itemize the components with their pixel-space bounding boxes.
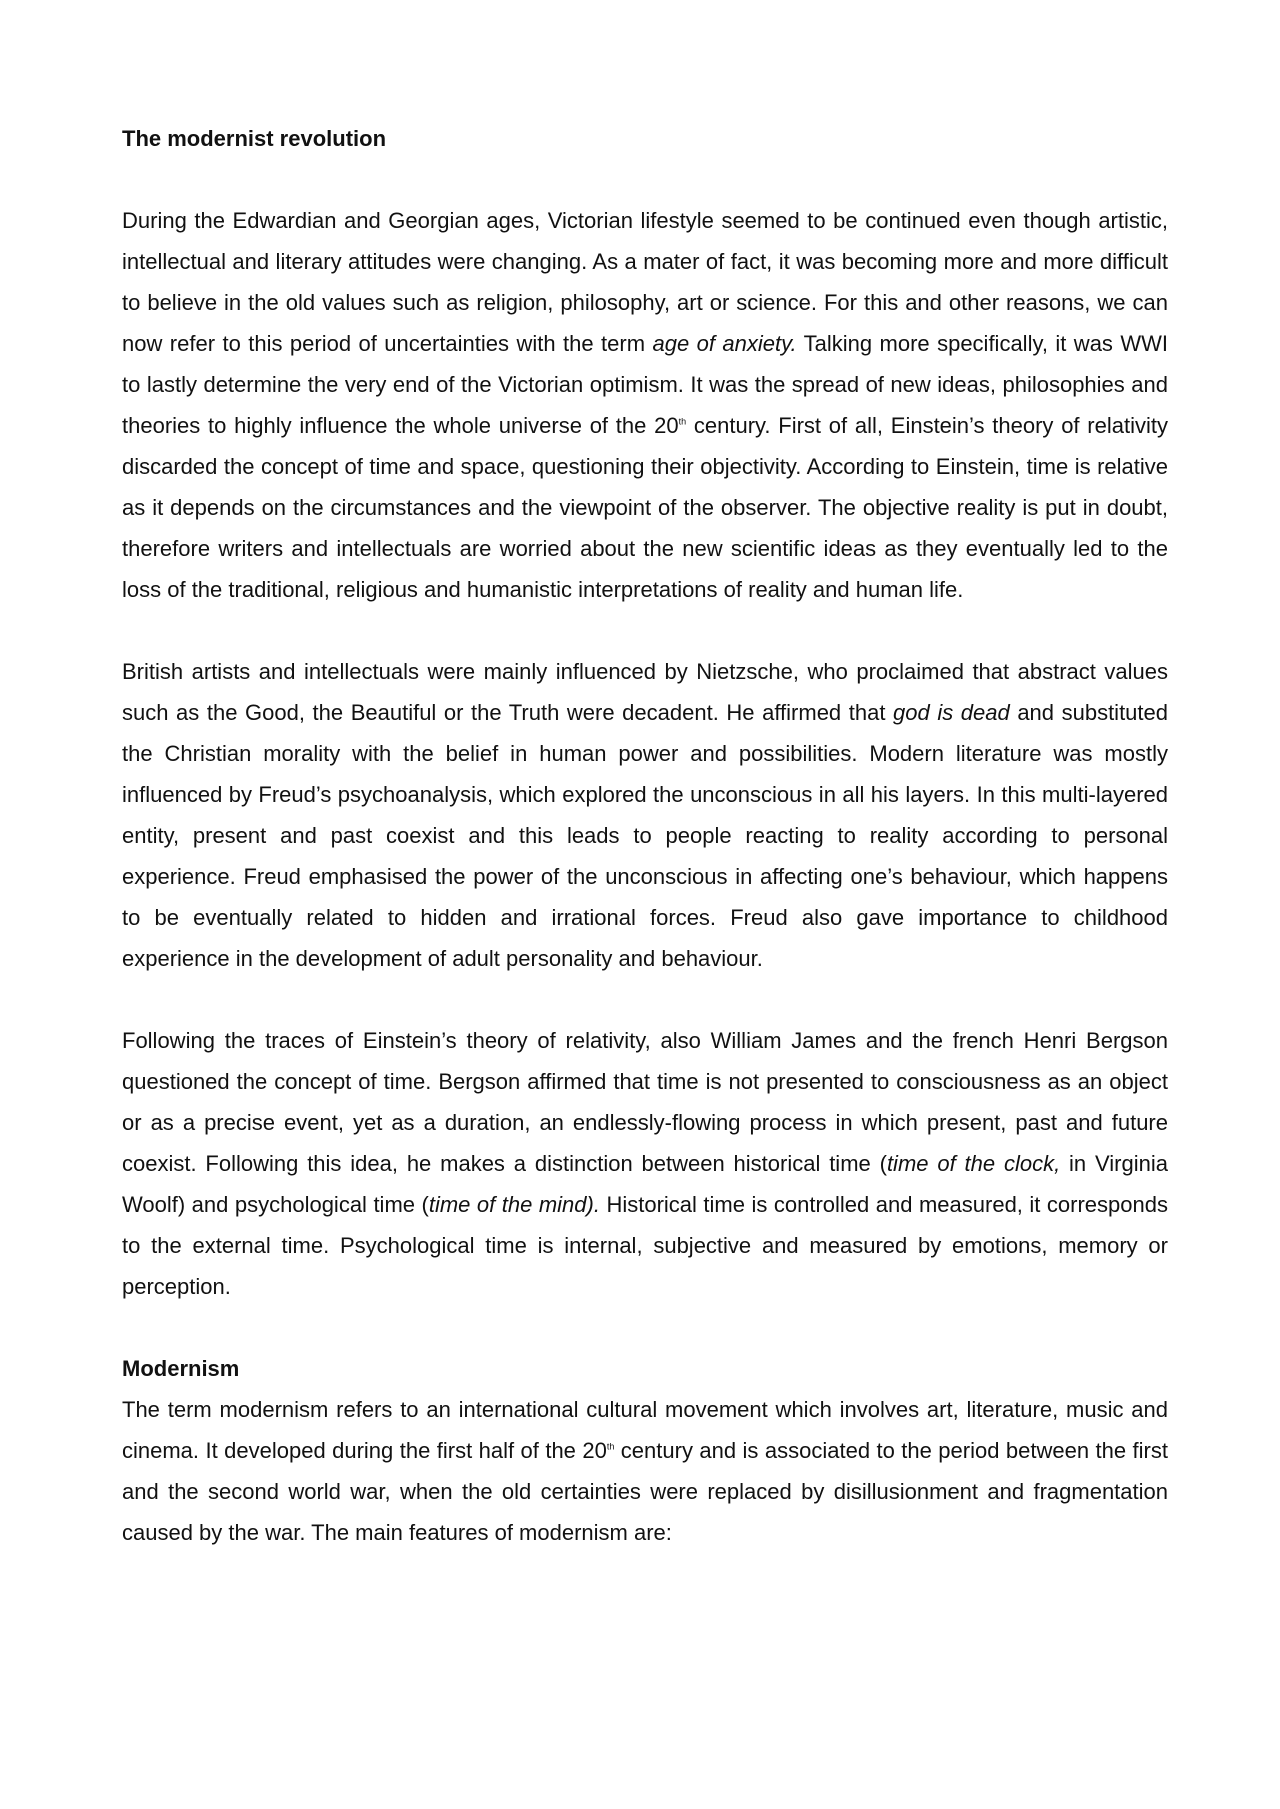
paragraph-bergson-time <box>122 1020 1168 1307</box>
text-run: British artists and intellectuals were mainly influenced by Nietzsche, who proclaimed that abstract values such as the Good, the Beautiful or the Truth were decadent. He affirmed that <box>122 659 1168 725</box>
paragraph-nietzsche-freud <box>122 651 1168 979</box>
section-heading-modernist-revolution: The modernist revolution <box>122 126 387 151</box>
ordinal-suffix: th <box>606 1441 615 1452</box>
italic-term: time of the mind). <box>428 1192 600 1217</box>
paragraph-spacer <box>122 159 1168 200</box>
text-run: in Virginia Woolf) and psychological time ( <box>122 1151 1168 1217</box>
text-run: Historical time is controlled and measured, it corresponds to the external time. Psychological time is internal, subjective and measured by emotions, memory or perception. <box>122 1192 1168 1299</box>
text-run: century and is associated to the period between the first and the second world war, when the old certainties were replaced by disillusionment and fragmentation caused by the war. The main features of modernism are: <box>122 1438 1168 1545</box>
paragraph-spacer <box>122 979 1168 1020</box>
paragraph-age-of-anxiety <box>122 200 1168 610</box>
section-heading-modernism: Modernism <box>122 1356 240 1381</box>
document-body <box>122 118 1168 1553</box>
italic-term: god is dead <box>893 700 1010 725</box>
italic-term: age of anxiety. <box>652 331 797 356</box>
text-run: century. First of all, Einstein’s theory of relativity discarded the concept of time and space, questioning their objectivity. According to Einstein, time is relative as it depends on the circumstances and the viewpoint of the observer. The objective reality is put in doubt, therefore writers and intellectuals are worried about the new scientific ideas as they eventually led to the loss of the traditional, religious and humanistic interpretations of reality and human life. <box>122 413 1168 602</box>
text-run: During the Edwardian and Georgian ages, Victorian lifestyle seemed to be continued even though artistic, intellectual and literary attitudes were changing. As a mater of fact, it was becoming more and more difficult to believe in the old values such as religion, philosophy, art or science. For this and other reasons, we can now refer to this period of uncertainties with the term <box>122 208 1168 356</box>
text-run: The term modernism refers to an international cultural movement which involves art, literature, music and cinema. It developed during the first half of the 20 <box>122 1397 1168 1463</box>
paragraph-modernism-definition <box>122 1389 1168 1553</box>
text-run: Talking more specifically, it was WWI to lastly determine the very end of the Victorian optimism. It was the spread of new ideas, philosophies and theories to highly influence the whole universe of the 20 <box>122 331 1168 438</box>
paragraph-spacer <box>122 1307 1168 1348</box>
ordinal-suffix: th <box>678 416 687 427</box>
paragraph-spacer <box>122 610 1168 651</box>
text-run: Following the traces of Einstein’s theory of relativity, also William James and the french Henri Bergson questioned the concept of time. Bergson affirmed that time is not presented to consciousness as an object or as a precise event, yet as a duration, an endlessly-flowing process in which present, past and future coexist. Following this idea, he makes a distinction between historical time ( <box>122 1028 1168 1176</box>
text-run: and substituted the Christian morality with the belief in human power and possibilities. Modern literature was mostly influenced by Freud’s psychoanalysis, which explored the unconscious in all his layers. In this multi-layered entity, present and past coexist and this leads to people reacting to reality according to personal experience. Freud emphasised the power of the unconscious in affecting one’s behaviour, which happens to be eventually related to hidden and irrational forces. Freud also gave importance to childhood experience in the development of adult personality and behaviour. <box>122 700 1169 971</box>
italic-term: time of the clock, <box>886 1151 1061 1176</box>
